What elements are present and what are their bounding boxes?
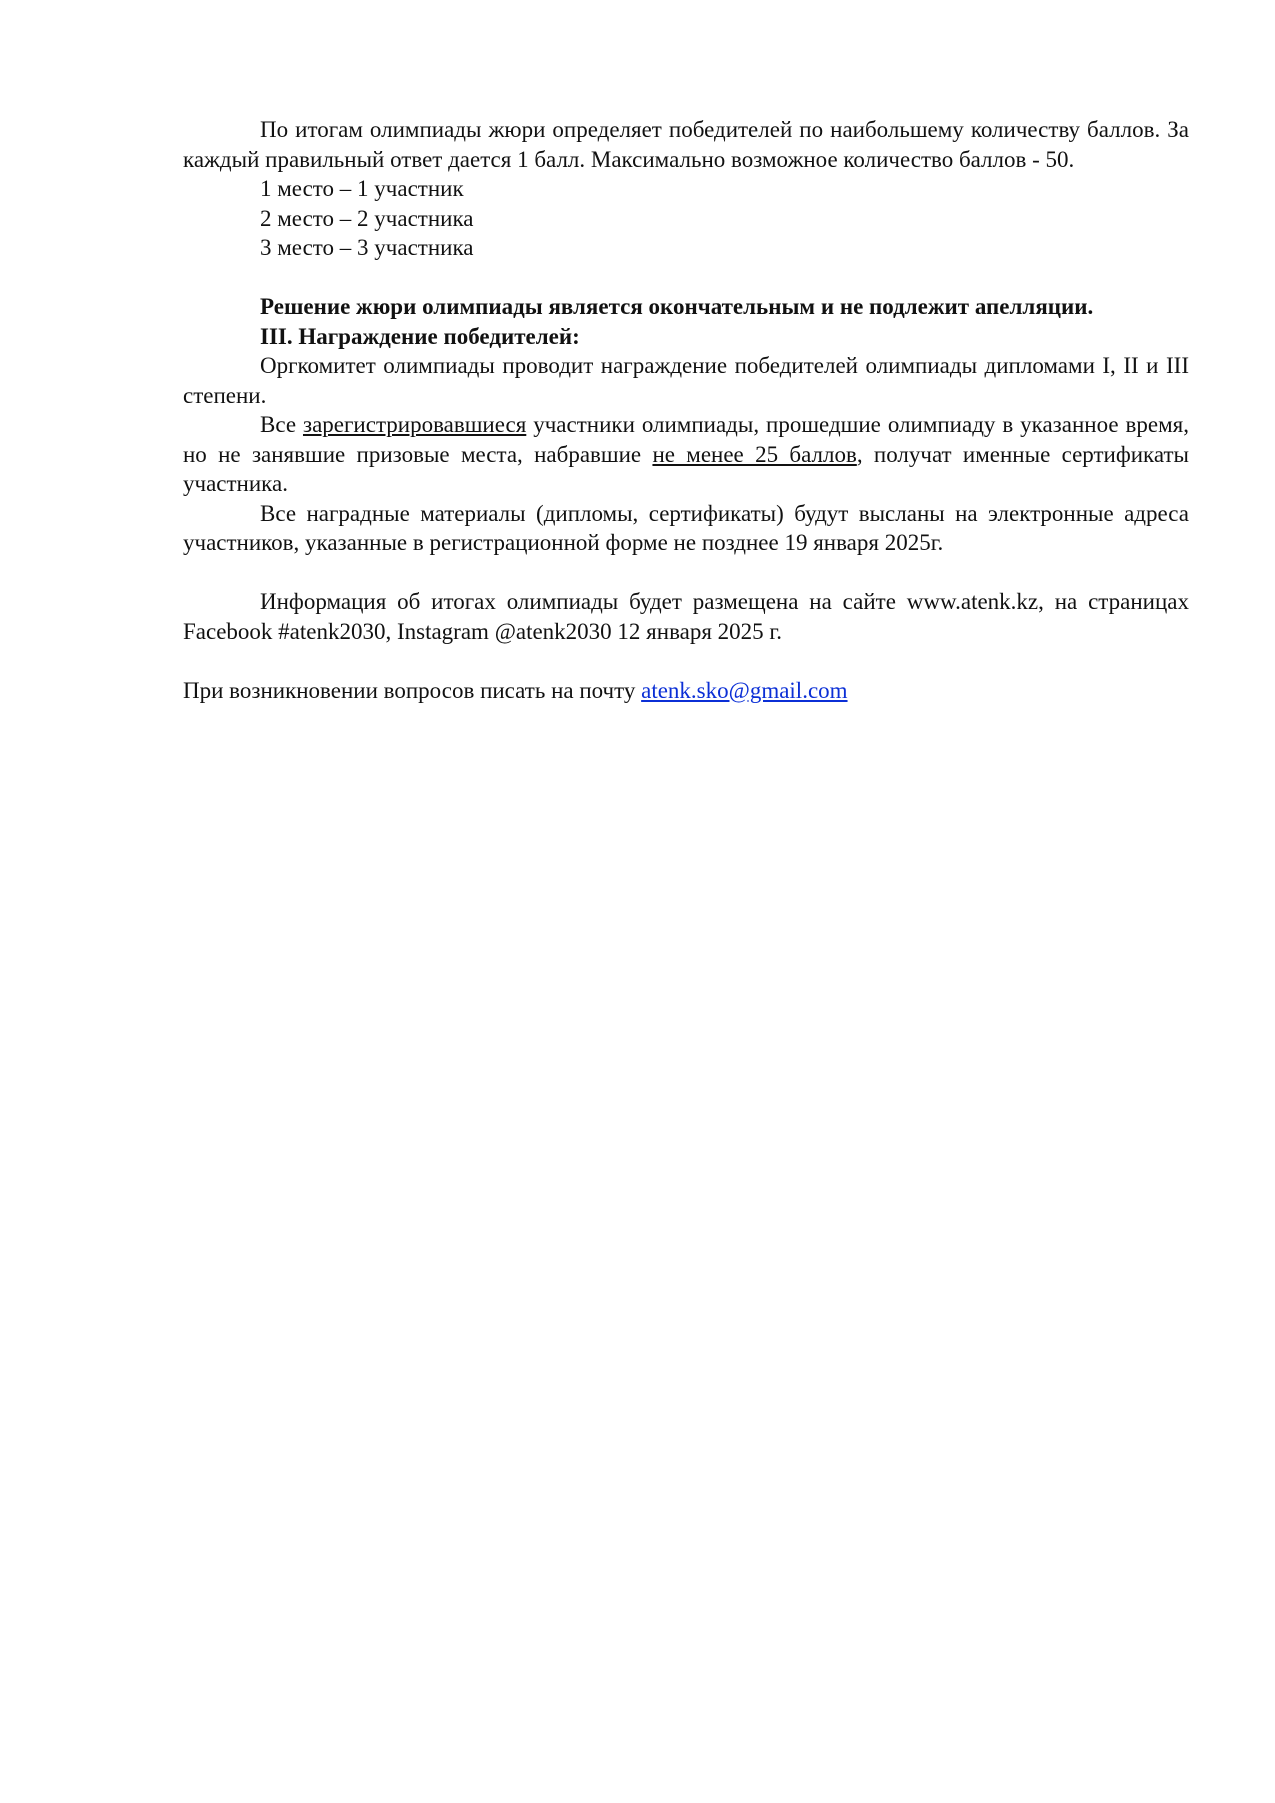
certificates-text-c: , получат именные сертификаты участника. [183,441,1189,496]
section-heading: III. Награждение победителей: [260,323,580,349]
contact-text: При возникновении вопросов писать на почту [183,677,642,703]
document-page [183,115,1189,705]
spacer [183,558,1189,588]
email-link[interactable]: atenk.sko@gmail.com [641,677,848,703]
place-item-1: 1 место – 1 участник [260,176,464,201]
materials-paragraph: Все наградные материалы (дипломы, сертификаты) будут высланы на электронные адреса участников, указанные в регистрационной форме не позднее 19 января 2025г. [183,500,1189,555]
info-paragraph: Информация об итогах олимпиады будет размещена на сайте www.atenk.kz, на страницах Facebook #atenk2030, Instagram @atenk2030 12 января 2025 г. [183,589,1189,644]
awards-paragraph: Оргкомитет олимпиады проводит награждение победителей олимпиады дипломами I, II и III степени. [183,353,1189,408]
min-score-underlined: не менее 25 баллов [652,441,857,467]
place-item-2: 2 место – 2 участника [260,205,474,231]
spacer [183,646,1189,676]
place-item-3: 3 место – 3 участника [260,235,474,260]
registered-underlined: зарегистрировавшиеся [302,412,527,437]
certificates-paragraph [183,410,1189,499]
certificates-text-a: Все [260,412,303,437]
jury-decision-paragraph: Решение жюри олимпиады является окончательным и не подлежит апелляции. [260,294,1094,319]
certificates-text-b: участники олимпиады, прошедшие олимпиаду в указанное время, но не занявшие призовые места, набравшие [183,412,1189,467]
contact-paragraph [183,676,1189,706]
spacer [183,263,1189,293]
intro-paragraph: По итогам олимпиады жюри определяет победителей по наибольшему количеству баллов. За каждый правильный ответ дается 1 балл. Максимально возможное количество баллов - 50. [183,117,1189,172]
